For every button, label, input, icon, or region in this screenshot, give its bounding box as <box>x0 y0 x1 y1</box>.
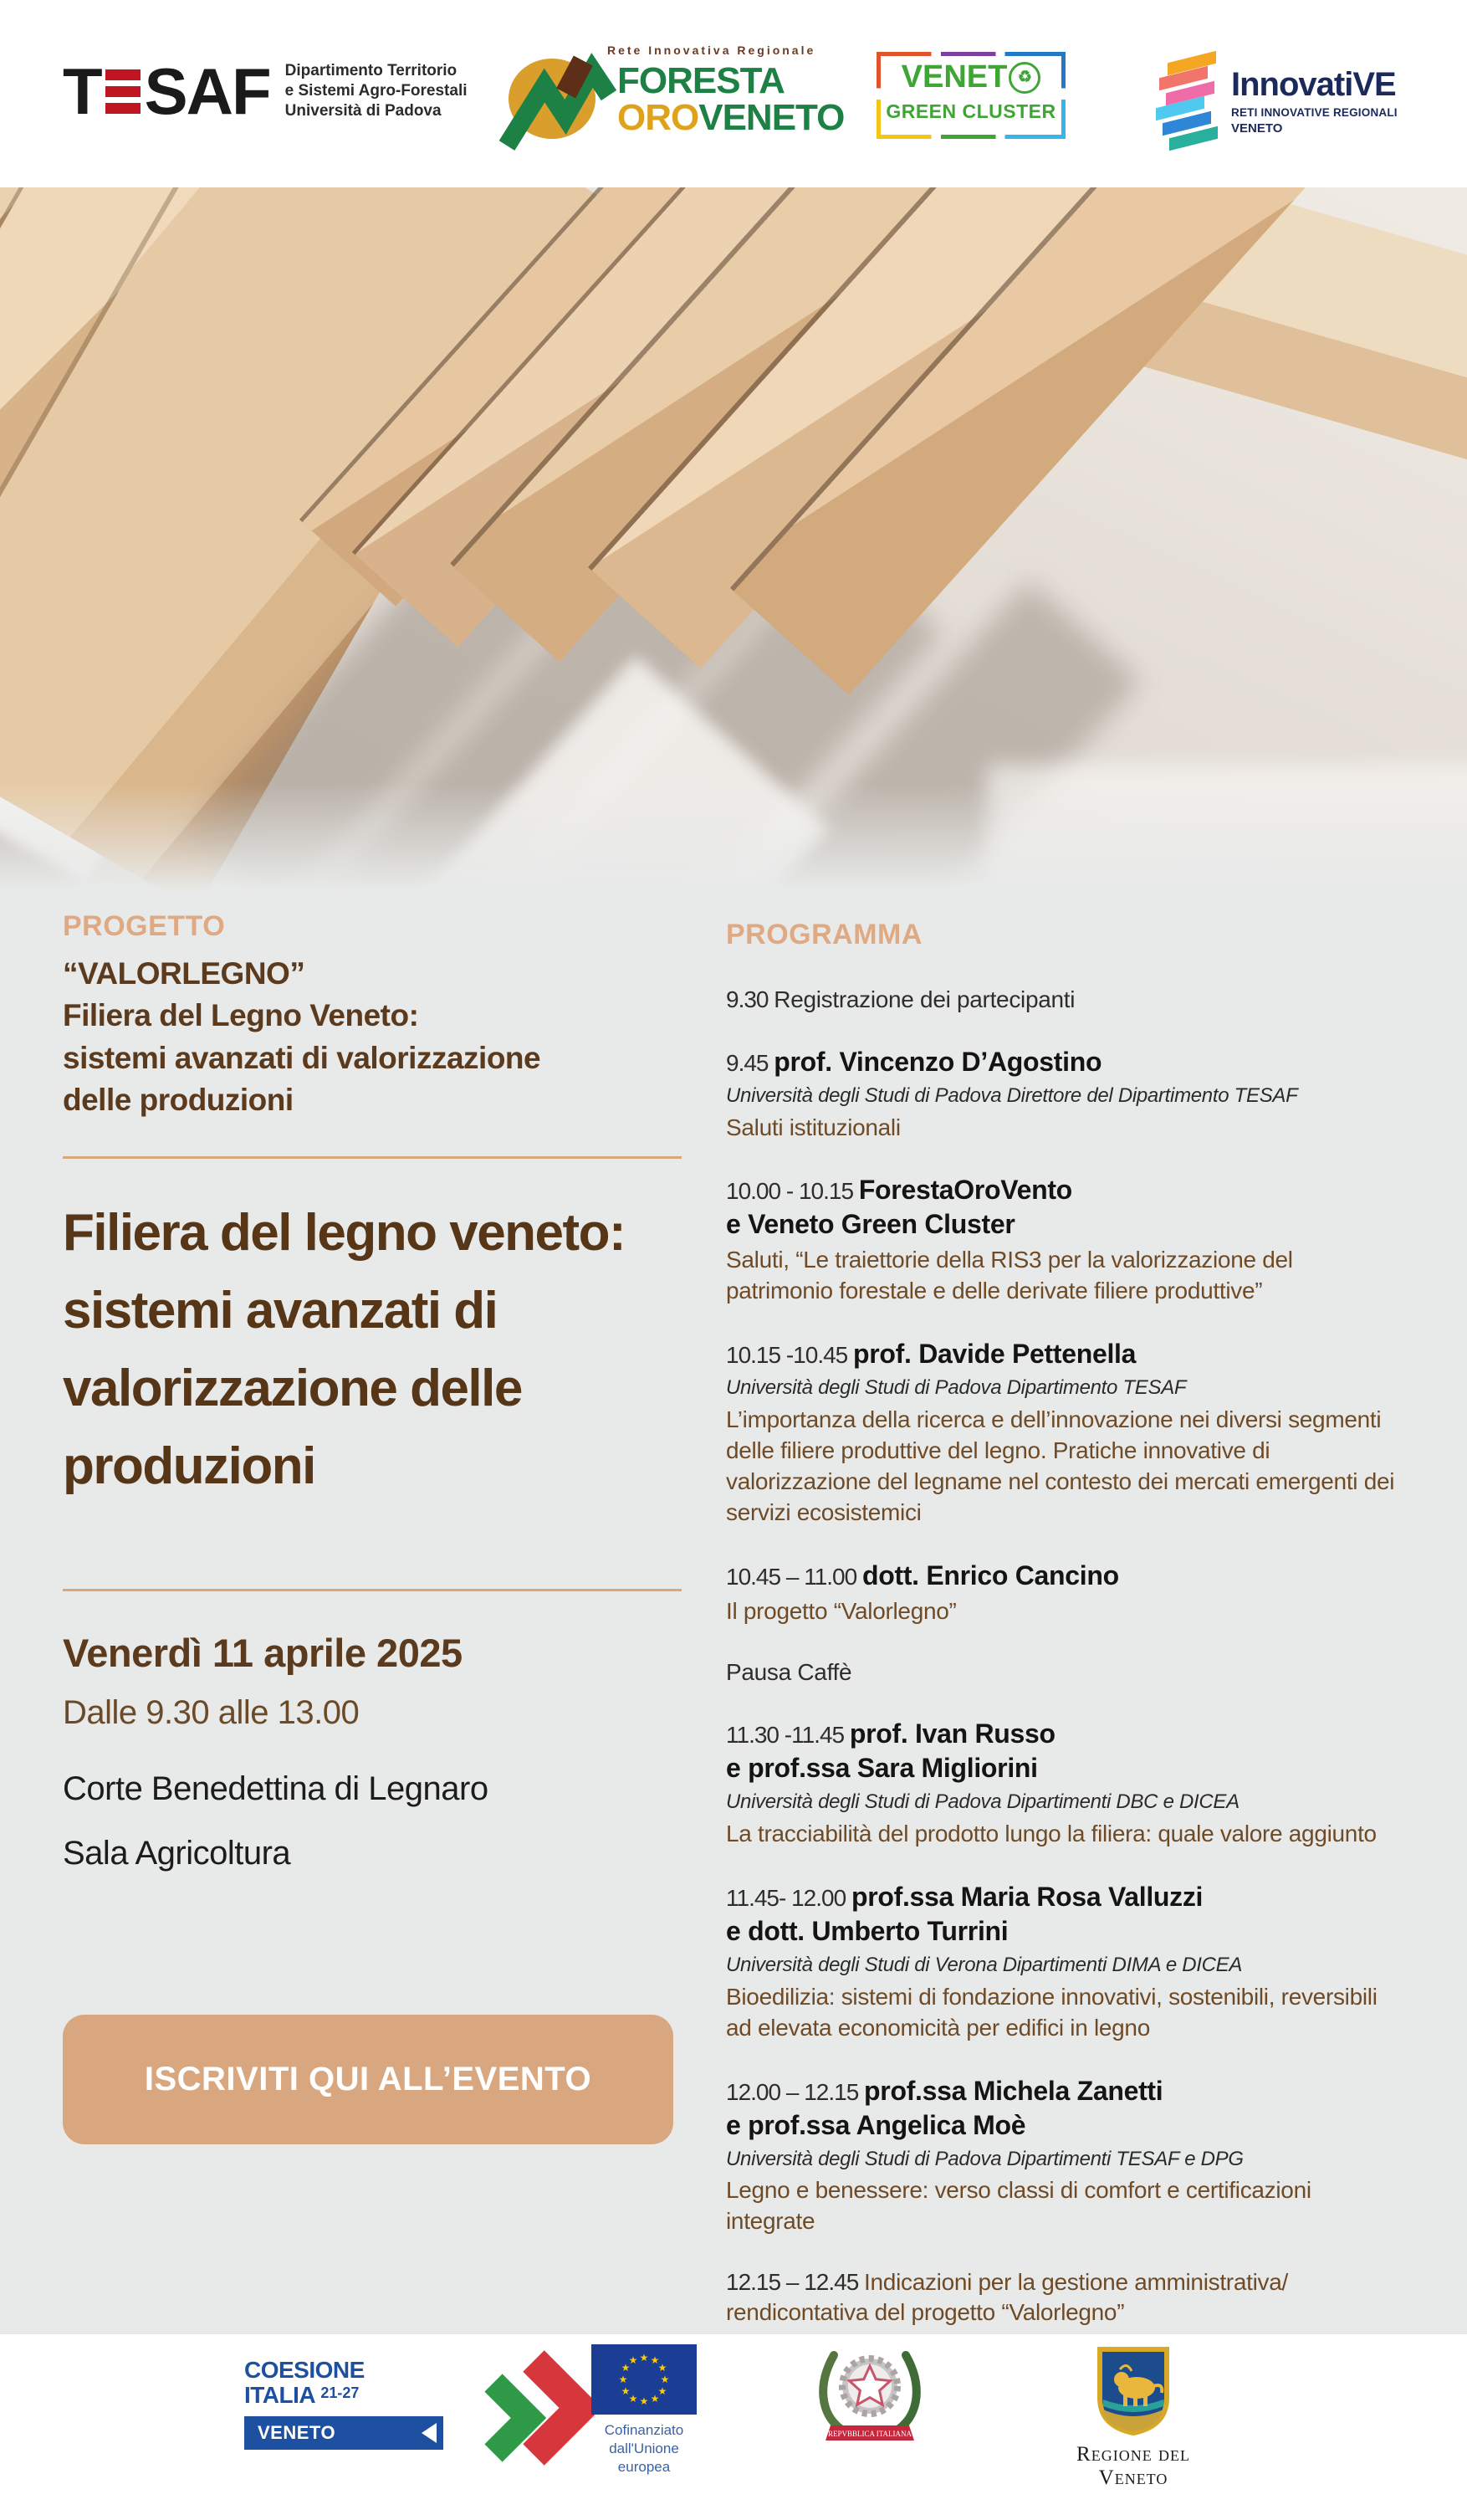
divider-line <box>63 1156 682 1159</box>
project-subtitle-line1: Filiera del Legno Veneto: <box>63 998 419 1033</box>
regione-veneto-logo <box>1041 2344 1225 2490</box>
project-subtitle-line2: sistemi avanzati di valorizzazione <box>63 1040 541 1075</box>
program-item-time: 10.45 – 11.00 <box>726 1563 862 1590</box>
program-item-time: 11.30 -11.45 <box>726 1722 850 1749</box>
program-item-head <box>726 1657 1405 1688</box>
cluster-veneto-text: VENET <box>901 59 1008 95</box>
program-item <box>726 985 1405 1015</box>
program-item-head <box>726 1717 1405 1785</box>
svg-text:★: ★ <box>639 2395 649 2407</box>
project-kicker: PROGETTO <box>63 910 226 942</box>
tesaf-line1: Dipartimento Territorio <box>284 62 457 80</box>
program-item-time: 9.45 <box>726 1049 774 1076</box>
program-item-head <box>726 2267 1405 2328</box>
program-item-description: Indicazioni per la gestione amministrativa/ rendicontativa del progetto “Valorlegno” <box>726 2269 1288 2325</box>
foresta-tagline: Rete Innovativa Regionale <box>607 44 816 57</box>
event-time: Dalle 9.30 alle 13.00 <box>63 1694 360 1732</box>
program-item-description: Legno e benessere: verso classi di comfort e certificazioni integrate <box>726 2177 1311 2235</box>
svg-text:★: ★ <box>657 2385 667 2397</box>
project-column <box>63 910 682 2144</box>
event-room: Sala Agricoltura <box>63 1835 291 1872</box>
program-item-description: Saluti, “Le traiettorie della RIS3 per la valorizzazione del patrimonio forestale e delle derivate filiere produttive” <box>726 1247 1293 1304</box>
tesaf-letters-saf: SAF <box>144 54 270 128</box>
svg-text:★: ★ <box>621 2385 631 2397</box>
innovative-name: InnovatiVE <box>1231 65 1396 103</box>
program-item <box>726 1045 1405 1144</box>
svg-text:★: ★ <box>639 2352 649 2364</box>
italian-republic-emblem <box>815 2338 924 2456</box>
coesione-italia-logo <box>244 2358 443 2450</box>
veneto-shield-icon <box>1095 2344 1172 2438</box>
tesaf-logo <box>63 54 468 128</box>
program-list <box>726 985 1405 2328</box>
photo-bottom-fade <box>0 782 1467 891</box>
veneto-green-cluster-logo <box>877 52 1066 139</box>
event-title: Filiera del legno veneto: sistemi avanzati di valorizzazione delle produzioni <box>63 1204 626 1496</box>
foresta-word-oro: ORO <box>617 97 699 138</box>
eu-caption-line2: dall'Unione europea <box>609 2441 679 2476</box>
svg-text:★: ★ <box>628 2354 638 2366</box>
program-item-description: Il progetto “Valorlegno” <box>726 1597 957 1624</box>
cluster-frame-top <box>877 52 1066 56</box>
eu-flag-icon <box>591 2344 697 2415</box>
program-item <box>726 1173 1405 1307</box>
coesione-italia: ITALIA <box>244 2382 315 2409</box>
divider-line <box>63 1589 682 1591</box>
program-item-affiliation: Università degli Studi di Padova Dipartimenti DBC e DICEA <box>726 1790 1240 1814</box>
program-item-speaker: prof. Ivan Russo e prof.ssa Sara Migliorini <box>726 1718 1056 1784</box>
program-item-speaker: ForestaOroVento e Veneto Green Cluster <box>726 1175 1072 1240</box>
eu-caption <box>581 2421 707 2476</box>
coesione-wordmark <box>244 2358 443 2408</box>
foresta-mountain-icon <box>498 52 624 152</box>
recycle-icon: ♻ <box>1009 62 1040 94</box>
svg-text:★: ★ <box>618 2374 628 2385</box>
republic-emblem-icon <box>815 2338 924 2451</box>
cluster-word-green-cluster: GREEN CLUSTER <box>886 100 1056 122</box>
coesione-line1: COESIONE <box>244 2357 365 2383</box>
program-item-time: 9.30 <box>726 986 774 1012</box>
program-item-head <box>726 1337 1405 1371</box>
program-item-speaker: prof.ssa Michela Zanetti e prof.ssa Angelica Moè <box>726 2075 1163 2140</box>
program-item-speaker: prof. Davide Pettenella <box>853 1339 1137 1370</box>
program-item <box>726 1559 1405 1627</box>
cluster-frame-right <box>1061 52 1066 139</box>
innovative-subtitle: RETI INNOVATIVE REGIONALI <box>1231 105 1398 119</box>
program-item-head <box>726 1045 1405 1079</box>
coesione-years: 21-27 <box>320 2384 360 2402</box>
program-column <box>726 919 1405 2358</box>
svg-text:★: ★ <box>657 2362 667 2374</box>
program-item-title: Pausa Caffè <box>726 1658 852 1685</box>
footer-bar <box>0 2334 1467 2520</box>
program-item-affiliation: Università degli Studi di Verona Dipartimenti DIMA e DICEA <box>726 1953 1243 1976</box>
tesaf-wordmark <box>63 54 270 128</box>
program-item-time: 12.15 – 12.45 <box>726 2269 865 2296</box>
program-item-affiliation: Università degli Studi di Padova Dipartimento TESAF <box>726 1376 1187 1400</box>
program-item <box>726 2267 1405 2328</box>
coesione-veneto-banner: VENETO <box>244 2416 443 2450</box>
project-subtitle-line3: delle produzioni <box>63 1082 294 1117</box>
program-item-description: Saluti istituzionali <box>726 1114 901 1140</box>
svg-text:★: ★ <box>650 2354 660 2366</box>
foresta-word-veneto: VENETO <box>698 97 845 138</box>
foresta-oro-veneto-logo <box>509 44 843 144</box>
program-heading: PROGRAMMA <box>726 919 923 950</box>
cluster-frame-bottom <box>877 135 1066 139</box>
program-item <box>726 2074 1405 2238</box>
program-item-speaker: dott. Enrico Cancino <box>861 1560 1119 1590</box>
program-item-speaker: prof. Vincenzo D’Agostino <box>774 1046 1102 1077</box>
program-item <box>726 1717 1405 1850</box>
program-item-description: La tracciabilità del prodotto lungo la filiera: quale valore aggiunto <box>726 1821 1377 1847</box>
program-item-affiliation: Università degli Studi di Padova Direttore del Dipartimento TESAF <box>726 1083 1298 1107</box>
republic-ribbon-text: REPVBBLICA ITALIANA <box>827 2430 912 2438</box>
cluster-frame-left <box>877 52 881 139</box>
program-item-head <box>726 1880 1405 1949</box>
svg-text:★: ★ <box>660 2374 670 2385</box>
program-item-speaker: prof.ssa Maria Rosa Valluzzi e dott. Umberto Turrini <box>726 1882 1204 1947</box>
project-name: “VALORLEGNO” <box>63 956 305 991</box>
tesaf-e-bars-icon <box>105 69 141 114</box>
program-item-head <box>726 1173 1405 1242</box>
header-bar <box>0 0 1467 187</box>
program-item-description: L’importanza della ricerca e dell’innovazione nei diversi segmenti delle filiere produttive del legno. Pratiche innovative di valorizzazione del legname nel contesto dei mercati emergenti dei servizi ecosistemici <box>726 1406 1395 1525</box>
eu-cofunding-logo <box>581 2344 707 2476</box>
svg-text:★: ★ <box>628 2393 638 2405</box>
program-item <box>726 1880 1405 2044</box>
program-item <box>726 1657 1405 1688</box>
program-item-time: 10.15 -10.45 <box>726 1342 854 1369</box>
program-item <box>726 1337 1405 1528</box>
foresta-word-oroveneto <box>617 97 844 139</box>
program-item-head <box>726 985 1405 1015</box>
innovative-logo <box>1153 55 1398 147</box>
tesaf-department-text <box>285 61 468 120</box>
svg-text:★: ★ <box>650 2393 660 2405</box>
program-item-time: 12.00 – 12.15 <box>726 2078 865 2105</box>
event-date: Venerdì 11 aprile 2025 <box>63 1631 463 1676</box>
program-item-head <box>726 1559 1405 1593</box>
svg-text:★: ★ <box>621 2362 631 2374</box>
innovative-ribbon-icon <box>1153 55 1218 147</box>
eu-caption-line1: Cofinanziato <box>604 2422 684 2438</box>
program-item-time: 11.45- 12.00 <box>726 1885 851 1912</box>
program-item-title: Registrazione dei partecipanti <box>774 986 1076 1012</box>
tesaf-letter-t: T <box>63 54 101 128</box>
program-item-description: Bioedilizia: sistemi di fondazione innovativi, sostenibili, reversibili ad elevata economicità per edifici in legno <box>726 1983 1378 2041</box>
event-venue: Corte Benedettina di Legnaro <box>63 1770 488 1808</box>
wood-blocks-photo <box>0 187 1467 891</box>
program-item-affiliation: Università degli Studi di Padova Dipartimenti TESAF e DPG <box>726 2147 1244 2170</box>
regione-veneto-label: Regione del Veneto <box>1076 2443 1190 2489</box>
innovative-text <box>1231 65 1398 136</box>
program-item-time: 10.00 - 10.15 <box>726 1178 859 1205</box>
program-item-head <box>726 2074 1405 2143</box>
coesione-line2 <box>244 2383 443 2408</box>
innovative-veneto: VENETO <box>1231 121 1283 136</box>
tesaf-line3: Università di Padova <box>284 101 442 120</box>
cluster-word-veneto <box>883 60 1059 95</box>
tesaf-line2: e Sistemi Agro-Forestali <box>284 82 468 100</box>
foresta-word-foresta: FORESTA <box>617 60 785 101</box>
register-button[interactable]: ISCRIVITI QUI ALL’EVENTO <box>63 2015 673 2144</box>
